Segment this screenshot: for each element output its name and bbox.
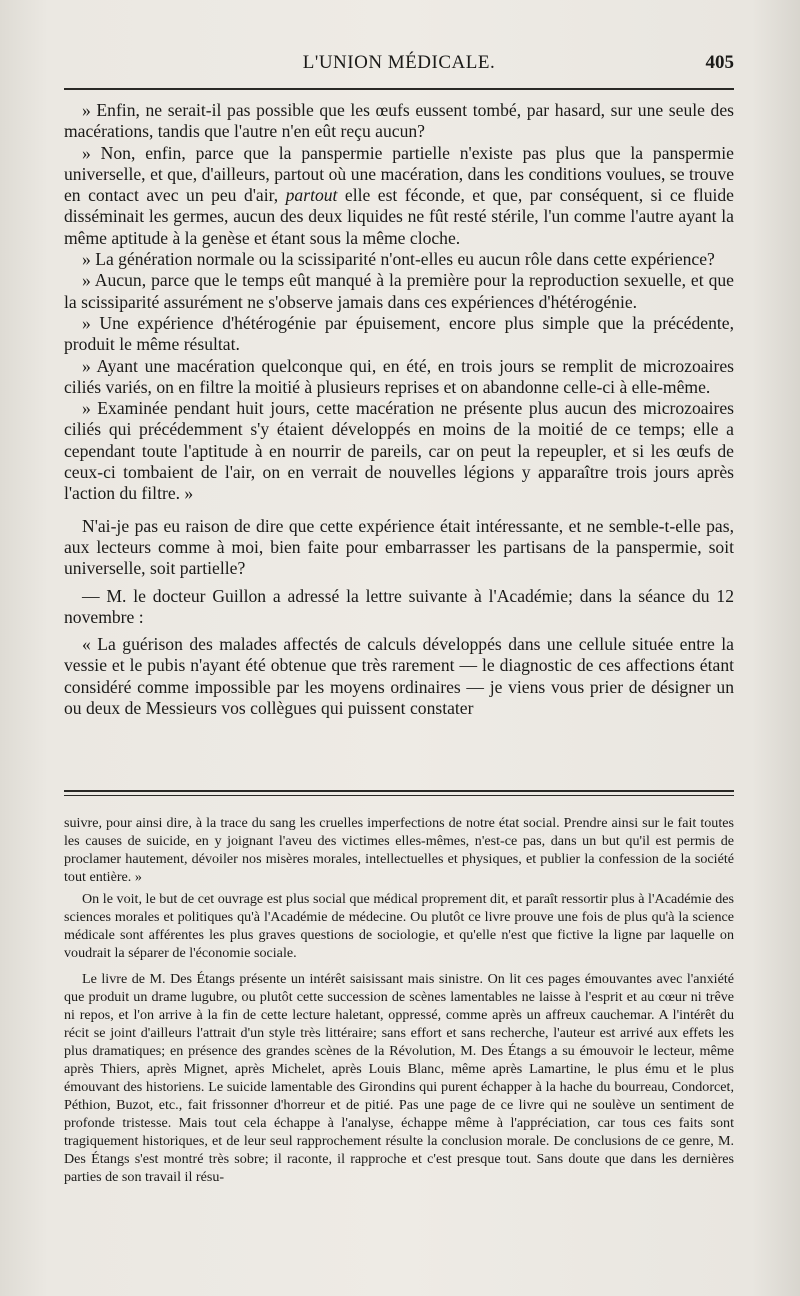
paragraph-10: « La guérison des malades affectés de calculs développés dans une cellule située entre la vessie et le pubis n'ayant été obtenue que très rarement — le diagnostic de ces affections étant considéré comme impossible par les moyens ordinaires — je viens vous prier de désigner un ou deux de Messieurs vos collègues qui puissent constater: [64, 634, 734, 719]
paragraph-2: [64, 143, 734, 249]
paragraph-2-end: elle est féconde, et que, par conséquent, si ce fluide disséminait les germes, aucun des deux liquides ne fût resté stérile, l'un comme l'autre ayant la même aptitude à la genèse et étant sous la même cloche.: [64, 185, 734, 248]
main-text: [64, 100, 734, 719]
feuilleton-paragraph-1: suivre, pour ainsi dire, à la trace du sang les cruelles imperfections de notre état social. Prendre ainsi sur le fait toutes les causes de suicide, en y joignant l'aveu des victimes elles-mêmes, n'est-ce pas, dans un but qu'il est permis de proclamer hautement, dévoiler nos misères morales, intellectuelles et physiques, et publier la confession de la société tout entière. »: [64, 815, 734, 885]
paragraph-7: » Examinée pendant huit jours, cette macération ne présente plus aucun des microzoaires ciliés qui précédemment s'y étaient développés en moins de la moitié de ce temps; elle a cependant toute l'aptitude à en nourrir de pareils, car on peut la repeupler, et si les œufs de ceux-ci tombaient de l'air, on en verrait de nouvelles légions y apparaître trois jours après l'action du filtre. »: [64, 398, 734, 504]
feuilleton-paragraph-3: Le livre de M. Des Étangs présente un intérêt saisissant mais sinistre. On lit ces pages émouvantes avec l'anxiété que produit un drame lugubre, ou plutôt cette succession de scènes lamentables ne laisse à l'esprit et au cœur ni trêve ni repos, et l'on arrive à la fin de cette lecture haletant, oppressé, comme après un affreux cauchemar. A l'intérêt du récit se joint d'ailleurs l'attrait d'un style très littéraire; sans effort et sans recherche, l'auteur est arrivé aux effets les plus dramatiques; en présence des grandes scènes de la Révolution, M. Des Étangs a su émouvoir le lecteur, même après Thiers, après Mignet, après Michelet, après Louis Blanc, même après Lamartine, le plus ému et le plus émouvant des historiens. Le suicide lamentable des Girondins qui purent échapper à la hache du bourreau, Condorcet, Péthion, Buzot, etc., fait frissonner d'horreur et de pitié. Pas une page de ce livre qui ne soulève un sentiment de profonde tristesse. Mais tout cela échappe à l'analyse, échappe même à l'appréciation, car tous ces faits sont tragiquement historiques, et de leur seul rapprochement résulte la conclusion morale. De conclusions de ce genre, M. Des Étangs s'est montré très sobre; il raconte, il rapproche et c'est presque tout. Sans doute que dans les dernières parties de son travail il résu-: [64, 971, 734, 1185]
feuilleton-paragraph-2: On le voit, le but de cet ouvrage est plus social que médical proprement dit, et paraît ressortir plus à l'Académie des sciences morales et politiques qu'à l'Académie de médecine. Ou plutôt ce livre prouve une fois de plus qu'à la science médicale sont afférentes les plus graves questions de sociologie, et qu'elle n'est que fictive la ligne par laquelle on voudrait la séparer de l'économie sociale.: [64, 891, 734, 961]
feuilleton-text: [64, 814, 734, 1186]
paragraph-9: — M. le docteur Guillon a adressé la lettre suivante à l'Académie; dans la séance du 12 novembre :: [64, 585, 734, 627]
running-title: L'UNION MÉDICALE.: [302, 52, 496, 73]
paragraph-5: » Une expérience d'hétérogénie par épuisement, encore plus simple que la précédente, produit le même résultat.: [64, 312, 734, 355]
page-header: [64, 52, 734, 82]
paragraph-8: N'ai-je pas eu raison de dire que cette expérience était intéressante, et ne semble-t-elle pas, aux lecteurs comme à moi, bien faite pour embarrasser les partisans de la panspermie, soit universelle, soit partielle?: [64, 515, 734, 579]
paragraph-6: » Ayant une macération quelconque qui, en été, en trois jours se remplit de microzoaires ciliés variés, on en filtre la moitié à plusieurs reprises et on abandonne celle-ci à elle-même.: [64, 355, 734, 397]
header-rule: [64, 88, 734, 90]
paragraph-2-emphasis: partout: [285, 185, 338, 206]
page-number: 405: [705, 52, 734, 73]
paragraph-2-start: » Non, enfin, parce que la panspermie partielle n'existe pas plus que la panspermie universelle, et que, d'ailleurs, partout où une macération, dans les conditions voulues, se trouve en contact avec un peu d'air,: [64, 142, 734, 206]
paragraph-3: » La génération normale ou la scissiparité n'ont-elles eu aucun rôle dans cette expérience?: [82, 249, 715, 270]
paragraph-4: » Aucun, parce que le temps eût manqué à la première pour la reproduction sexuelle, et que la scissiparité assurément ne s'observe jamais dans ces expériences d'hétérogénie.: [64, 270, 734, 312]
paragraph-1: » Enfin, ne serait-il pas possible que les œufs eussent tombé, par hasard, sur une seule des macérations, tandis que l'autre n'en eût reçu aucun?: [64, 100, 734, 142]
feuilleton-separator: [64, 790, 734, 796]
